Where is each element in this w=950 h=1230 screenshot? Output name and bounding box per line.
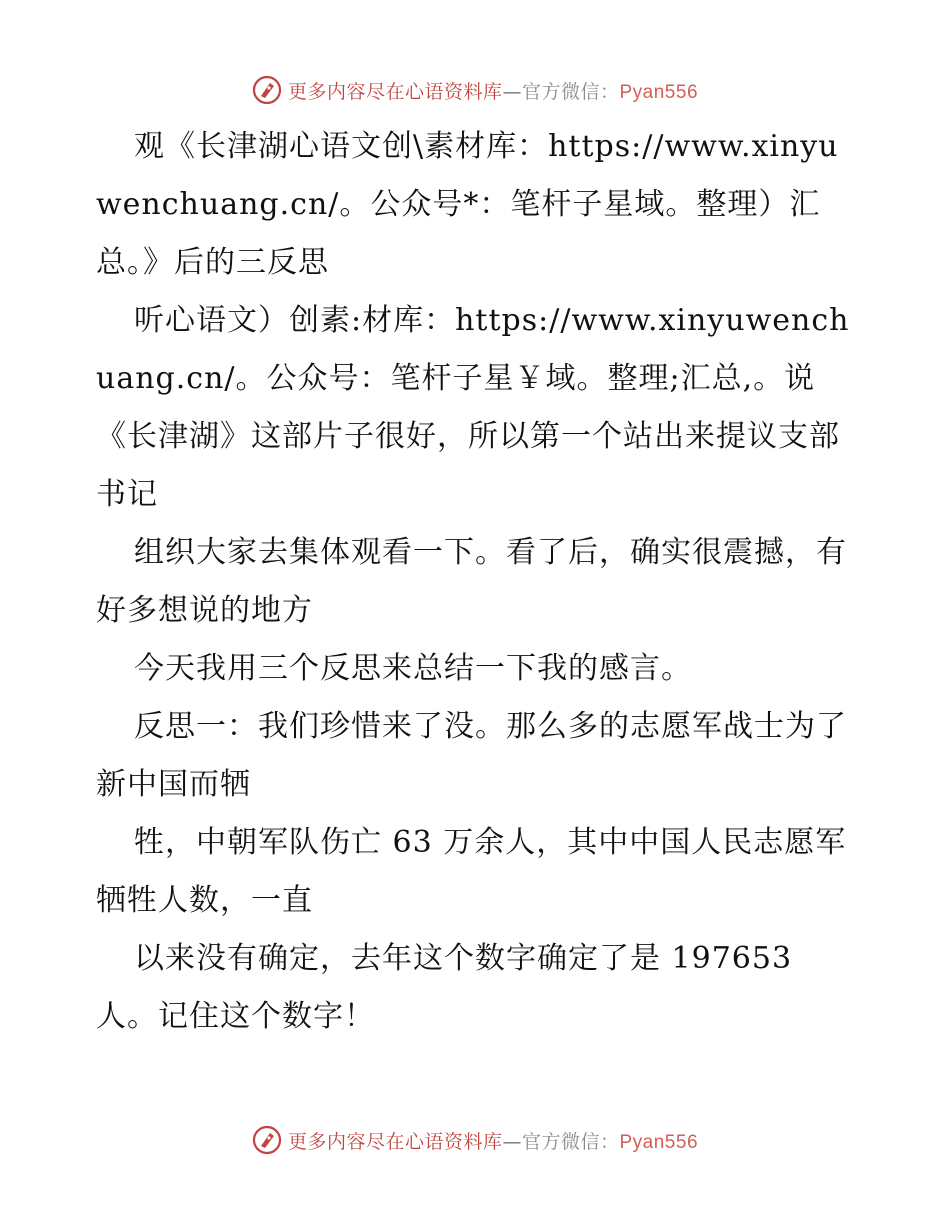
paragraph: 观《长津湖心语文创\素材库：https://www.xinyuwenchuang.cn/。公众号*：笔杆子星域。整理）汇总。》后的三反思 bbox=[96, 129, 839, 280]
banner-wechat-id: Pyan556 bbox=[619, 81, 699, 103]
pen-nib-circle-icon bbox=[252, 75, 282, 105]
paragraph: 听心语文）创素:材库：https://www.xinyuwenchuang.cn/。公众号：笔杆子星￥域。整理;汇总,。说《长津湖》这部片子很好，所以第一个站出来提议支部书记 bbox=[96, 303, 850, 512]
banner-text bbox=[288, 77, 698, 104]
banner-wechat-label: 官方微信： bbox=[521, 80, 620, 103]
banner-text bbox=[288, 1127, 698, 1154]
banner-main-text: 更多内容尽在心语资料库 bbox=[287, 80, 503, 103]
paragraph: 反思一：我们珍惜来了没。那么多的志愿军战士为了新中国而牺 bbox=[96, 709, 847, 802]
paragraph: 以来没有确定，去年这个数字确定了是 197653 人。记住这个数字！ bbox=[96, 941, 793, 1034]
header-banner bbox=[0, 70, 950, 110]
paragraph: 组织大家去集体观看一下。看了后，确实很震撼，有好多想说的地方 bbox=[96, 535, 847, 628]
banner-dash: — bbox=[502, 1130, 522, 1153]
paragraph: 牲，中朝军队伤亡 63 万余人，其中中国人民志愿军牺牲人数，一直 bbox=[96, 825, 847, 918]
paragraph: 今天我用三个反思来总结一下我的感言。 bbox=[134, 651, 692, 686]
footer-banner bbox=[0, 1120, 950, 1160]
banner-wechat-id: Pyan556 bbox=[619, 1131, 699, 1153]
document-body bbox=[96, 118, 856, 1046]
banner-dash: — bbox=[502, 80, 522, 103]
banner-wechat-label: 官方微信： bbox=[521, 1130, 620, 1153]
pen-nib-circle-icon bbox=[252, 1125, 282, 1155]
banner-main-text: 更多内容尽在心语资料库 bbox=[287, 1130, 503, 1153]
